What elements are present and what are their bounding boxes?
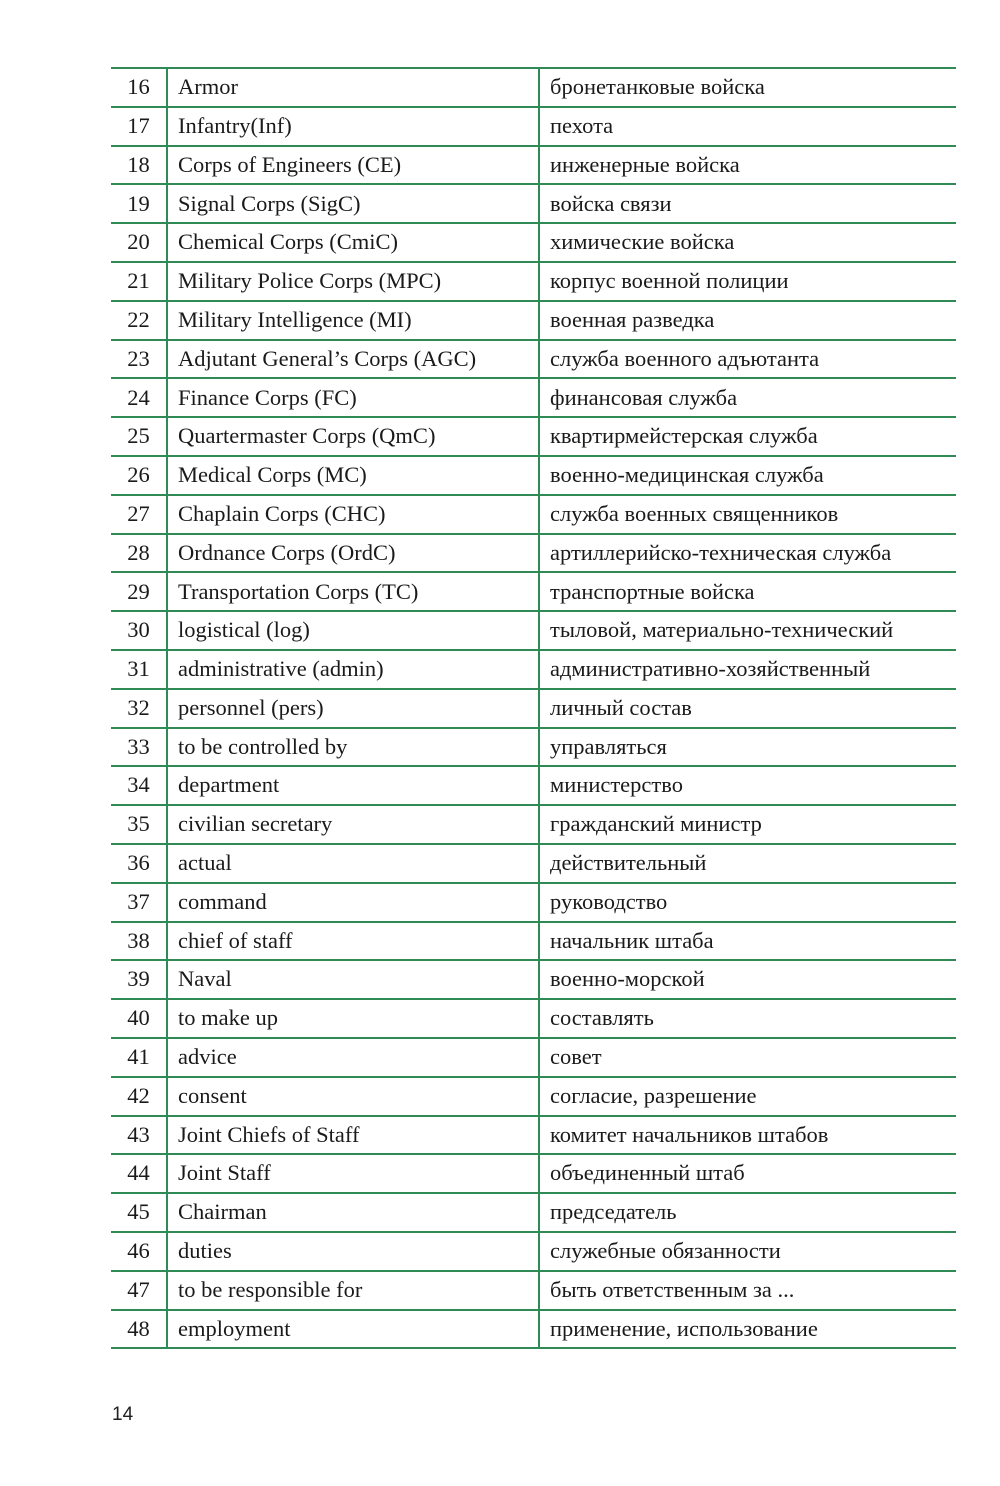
- row-number: 34: [111, 766, 167, 805]
- row-number: 17: [111, 107, 167, 146]
- russian-translation: корпус военной полиции: [539, 262, 956, 301]
- row-number: 20: [111, 223, 167, 262]
- english-term: to be controlled by: [167, 728, 539, 767]
- english-term: logistical (log): [167, 611, 539, 650]
- table-row: [111, 1271, 956, 1310]
- table-row: [111, 572, 956, 611]
- english-term: Signal Corps (SigC): [167, 184, 539, 223]
- row-number: 36: [111, 844, 167, 883]
- table-row: [111, 1310, 956, 1349]
- row-number: 39: [111, 960, 167, 999]
- english-term: Quartermaster Corps (QmC): [167, 417, 539, 456]
- table-row: [111, 1077, 956, 1116]
- row-number: 23: [111, 340, 167, 379]
- table-row: [111, 650, 956, 689]
- table-row: [111, 301, 956, 340]
- table-row: [111, 922, 956, 961]
- english-term: Adjutant General’s Corps (AGC): [167, 340, 539, 379]
- row-number: 40: [111, 999, 167, 1038]
- russian-translation: служба военного адъютанта: [539, 340, 956, 379]
- russian-translation: войска связи: [539, 184, 956, 223]
- russian-translation: бронетанковые войска: [539, 68, 956, 107]
- vocabulary-table: [111, 67, 956, 1349]
- table-row: [111, 611, 956, 650]
- english-term: Infantry(Inf): [167, 107, 539, 146]
- row-number: 28: [111, 534, 167, 573]
- table-row: [111, 495, 956, 534]
- page-number: 14: [112, 1404, 134, 1425]
- table-row: [111, 1232, 956, 1271]
- table-row: [111, 1154, 956, 1193]
- english-term: chief of staff: [167, 922, 539, 961]
- table-row: [111, 262, 956, 301]
- russian-translation: быть ответственным за ...: [539, 1271, 956, 1310]
- english-term: Chemical Corps (CmiC): [167, 223, 539, 262]
- russian-translation: комитет начальников штабов: [539, 1116, 956, 1155]
- table-row: [111, 223, 956, 262]
- russian-translation: объединенный штаб: [539, 1154, 956, 1193]
- english-term: Military Intelligence (MI): [167, 301, 539, 340]
- english-term: to make up: [167, 999, 539, 1038]
- table-row: [111, 766, 956, 805]
- english-term: Medical Corps (MC): [167, 456, 539, 495]
- russian-translation: действительный: [539, 844, 956, 883]
- row-number: 45: [111, 1193, 167, 1232]
- row-number: 26: [111, 456, 167, 495]
- russian-translation: личный состав: [539, 689, 956, 728]
- row-number: 25: [111, 417, 167, 456]
- table-row: [111, 417, 956, 456]
- table-row: [111, 728, 956, 767]
- table-row: [111, 805, 956, 844]
- russian-translation: химические войска: [539, 223, 956, 262]
- table-row: [111, 689, 956, 728]
- table-row: [111, 68, 956, 107]
- row-number: 30: [111, 611, 167, 650]
- english-term: Transportation Corps (TC): [167, 572, 539, 611]
- english-term: Military Police Corps (MPC): [167, 262, 539, 301]
- russian-translation: руководство: [539, 883, 956, 922]
- russian-translation: инженерные войска: [539, 146, 956, 185]
- english-term: Finance Corps (FC): [167, 378, 539, 417]
- english-term: Joint Staff: [167, 1154, 539, 1193]
- table-row: [111, 184, 956, 223]
- table-row: [111, 883, 956, 922]
- english-term: Joint Chiefs of Staff: [167, 1116, 539, 1155]
- row-number: 21: [111, 262, 167, 301]
- russian-translation: начальник штаба: [539, 922, 956, 961]
- row-number: 35: [111, 805, 167, 844]
- russian-translation: служба военных священников: [539, 495, 956, 534]
- english-term: advice: [167, 1038, 539, 1077]
- row-number: 22: [111, 301, 167, 340]
- english-term: Chairman: [167, 1193, 539, 1232]
- russian-translation: финансовая служба: [539, 378, 956, 417]
- row-number: 41: [111, 1038, 167, 1077]
- row-number: 16: [111, 68, 167, 107]
- row-number: 33: [111, 728, 167, 767]
- table-row: [111, 844, 956, 883]
- row-number: 46: [111, 1232, 167, 1271]
- english-term: Chaplain Corps (CHC): [167, 495, 539, 534]
- russian-translation: военно-медицинская служба: [539, 456, 956, 495]
- row-number: 38: [111, 922, 167, 961]
- table-row: [111, 456, 956, 495]
- english-term: employment: [167, 1310, 539, 1349]
- english-term: personnel (pers): [167, 689, 539, 728]
- table-row: [111, 1038, 956, 1077]
- row-number: 43: [111, 1116, 167, 1155]
- russian-translation: применение, использование: [539, 1310, 956, 1349]
- table-row: [111, 960, 956, 999]
- table-row: [111, 378, 956, 417]
- english-term: Ordnance Corps (OrdC): [167, 534, 539, 573]
- table-row: [111, 534, 956, 573]
- english-term: command: [167, 883, 539, 922]
- russian-translation: составлять: [539, 999, 956, 1038]
- row-number: 31: [111, 650, 167, 689]
- row-number: 18: [111, 146, 167, 185]
- russian-translation: артиллерийско-техническая служба: [539, 534, 956, 573]
- row-number: 19: [111, 184, 167, 223]
- russian-translation: председатель: [539, 1193, 956, 1232]
- english-term: duties: [167, 1232, 539, 1271]
- table-row: [111, 146, 956, 185]
- russian-translation: гражданский министр: [539, 805, 956, 844]
- russian-translation: управляться: [539, 728, 956, 767]
- russian-translation: согласие, разрешение: [539, 1077, 956, 1116]
- english-term: consent: [167, 1077, 539, 1116]
- table-row: [111, 340, 956, 379]
- english-term: to be responsible for: [167, 1271, 539, 1310]
- russian-translation: тыловой, материально-технический: [539, 611, 956, 650]
- row-number: 29: [111, 572, 167, 611]
- vocabulary-table-body: [111, 68, 956, 1348]
- row-number: 44: [111, 1154, 167, 1193]
- english-term: Corps of Engineers (CE): [167, 146, 539, 185]
- table-row: [111, 999, 956, 1038]
- russian-translation: транспортные войска: [539, 572, 956, 611]
- english-term: civilian secretary: [167, 805, 539, 844]
- russian-translation: административно-хозяйственный: [539, 650, 956, 689]
- russian-translation: военная разведка: [539, 301, 956, 340]
- row-number: 32: [111, 689, 167, 728]
- russian-translation: пехота: [539, 107, 956, 146]
- table-row: [111, 1116, 956, 1155]
- english-term: Naval: [167, 960, 539, 999]
- english-term: Armor: [167, 68, 539, 107]
- table-row: [111, 1193, 956, 1232]
- russian-translation: военно-морской: [539, 960, 956, 999]
- russian-translation: квартирмейстерская служба: [539, 417, 956, 456]
- table-row: [111, 107, 956, 146]
- english-term: department: [167, 766, 539, 805]
- russian-translation: министерство: [539, 766, 956, 805]
- russian-translation: служебные обязанности: [539, 1232, 956, 1271]
- row-number: 24: [111, 378, 167, 417]
- english-term: actual: [167, 844, 539, 883]
- english-term: administrative (admin): [167, 650, 539, 689]
- russian-translation: совет: [539, 1038, 956, 1077]
- row-number: 47: [111, 1271, 167, 1310]
- row-number: 37: [111, 883, 167, 922]
- row-number: 42: [111, 1077, 167, 1116]
- row-number: 27: [111, 495, 167, 534]
- row-number: 48: [111, 1310, 167, 1349]
